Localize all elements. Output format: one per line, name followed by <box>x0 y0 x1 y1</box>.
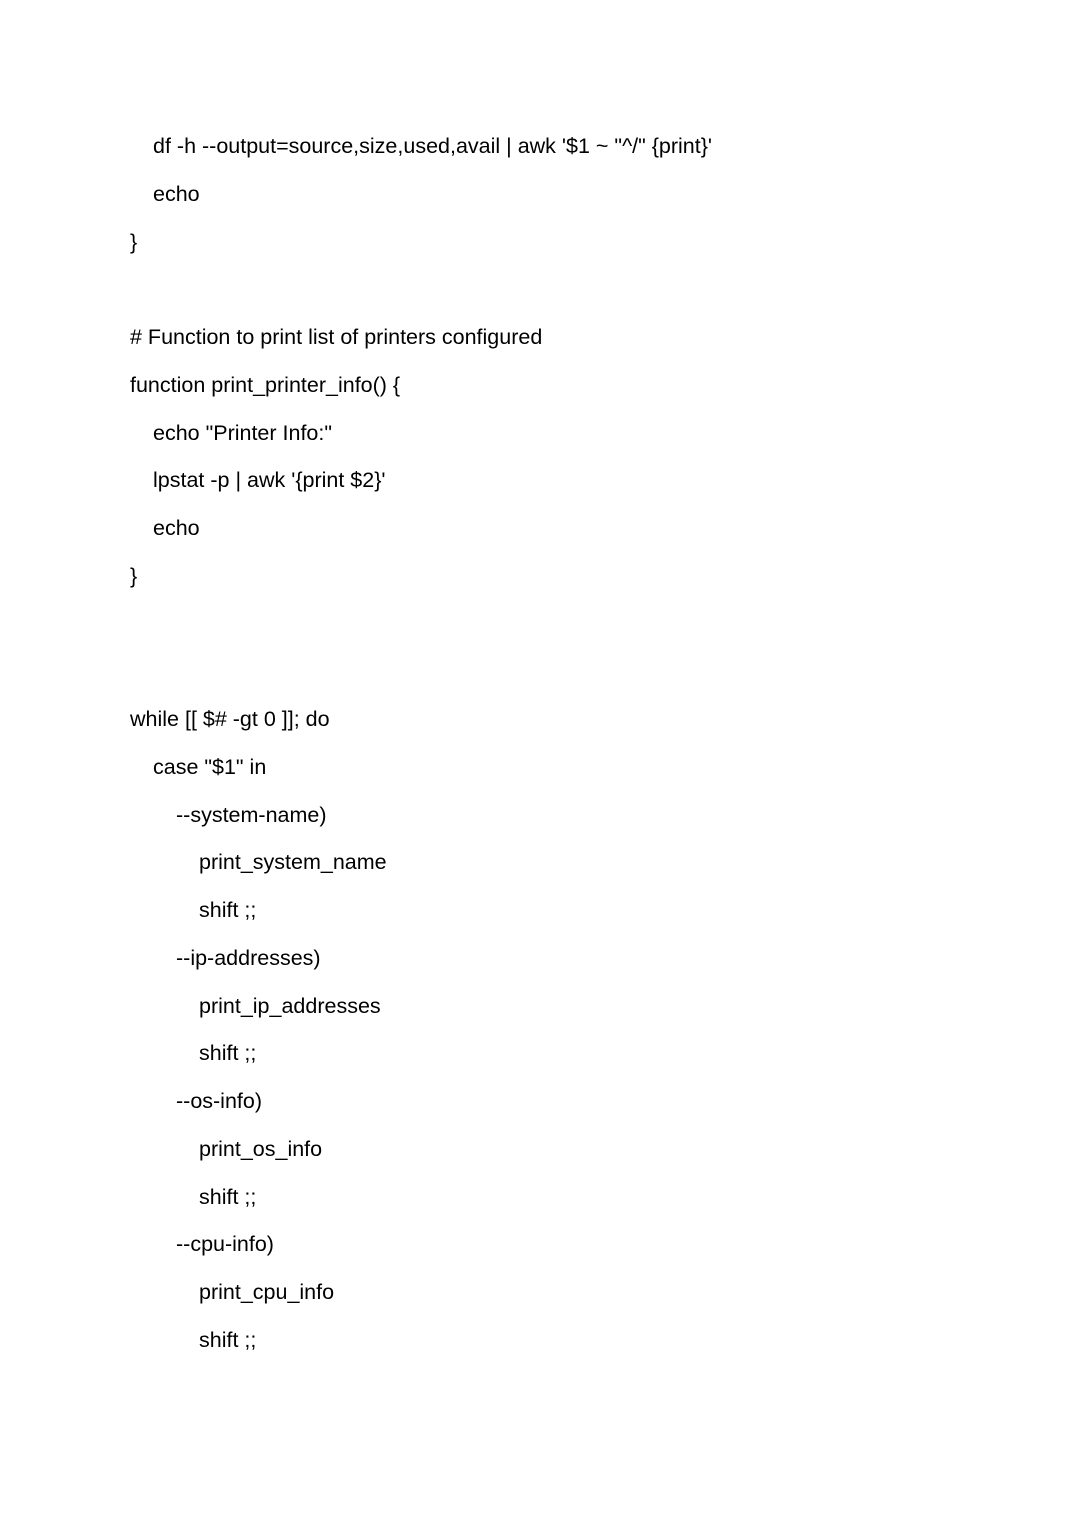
code-line-option-os-info: --os-info) <box>176 1089 263 1113</box>
code-line-option-cpu-info: --cpu-info) <box>176 1232 274 1256</box>
code-line-call-os-info: print_os_info <box>199 1137 323 1161</box>
code-line-case: case "$1" in <box>153 755 267 779</box>
code-line-echo-printer-info: echo "Printer Info:" <box>153 421 332 445</box>
code-line-option-ip-addresses: --ip-addresses) <box>176 946 321 970</box>
code-line-function-def: function print_printer_info() { <box>130 373 401 397</box>
code-line-call-system-name: print_system_name <box>199 850 387 874</box>
code-line-call-ip-addresses: print_ip_addresses <box>199 994 381 1018</box>
code-line-echo: echo <box>153 182 200 206</box>
code-line-shift: shift ;; <box>199 898 257 922</box>
code-line-while: while [[ $# -gt 0 ]]; do <box>130 707 330 731</box>
code-line-close-brace: } <box>130 564 138 588</box>
code-line-shift: shift ;; <box>199 1328 257 1352</box>
code-comment-printers: # Function to print list of printers configured <box>130 325 543 349</box>
code-line-option-system-name: --system-name) <box>176 803 327 827</box>
code-line-call-cpu-info: print_cpu_info <box>199 1280 335 1304</box>
code-line-shift: shift ;; <box>199 1185 257 1209</box>
code-line-echo: echo <box>153 516 200 540</box>
code-line-shift: shift ;; <box>199 1041 257 1065</box>
code-line-close-brace: } <box>130 230 138 254</box>
code-line-lpstat: lpstat -p | awk '{print $2}' <box>153 468 386 492</box>
code-line-df: df -h --output=source,size,used,avail | awk '$1 ~ "^/" {print}' <box>153 134 713 158</box>
